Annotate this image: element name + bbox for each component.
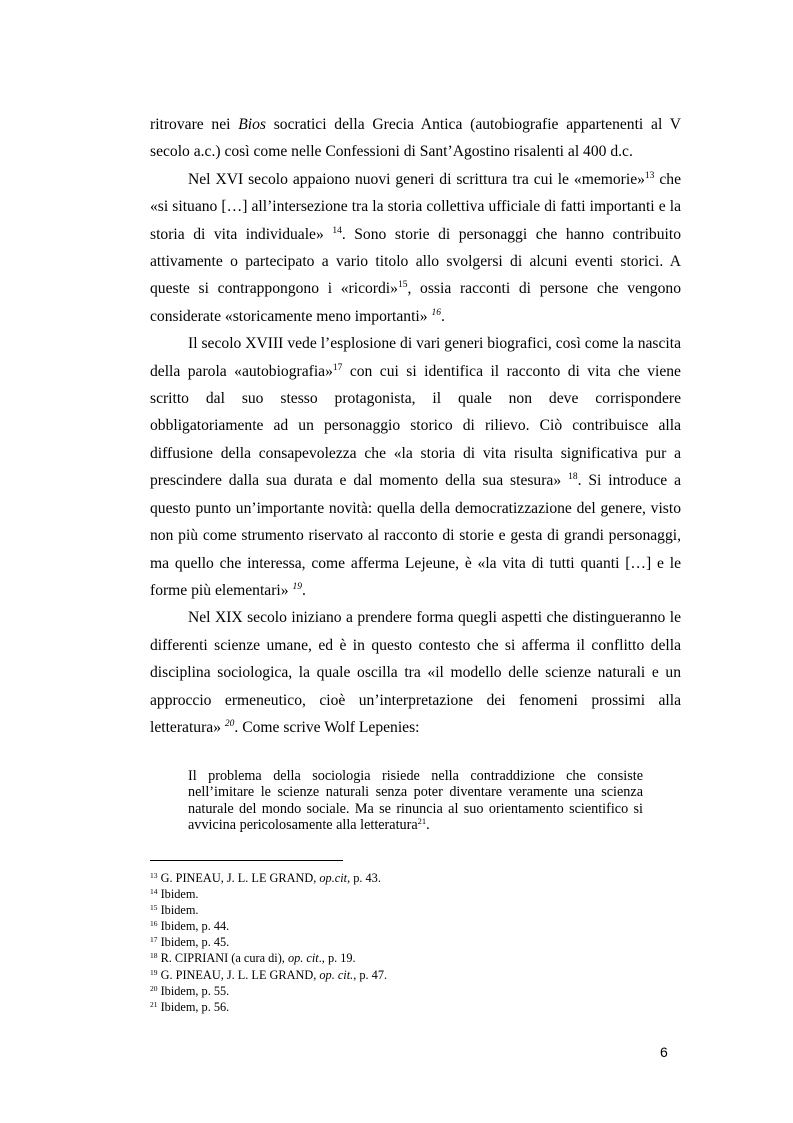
block-quote: Il problema della sociologia risiede nella contraddizione che consiste nell’imitare le scienze naturali senza poter diventare veramente una scienza naturale del mondo sociale. Ma se rinuncia al suo orientamento scientifico si avvicina pericolosamente alla letteratura$^{21}$. xyxy=(188,768,643,834)
footnote-ref: 13 xyxy=(644,170,655,181)
footnote: $^{14}$ Ibidem. xyxy=(150,887,199,902)
body-text xyxy=(150,111,681,741)
paragraph-4: Nel XIX secolo iniziano a prendere forma quegli aspetti che distingueranno le differenti scienze umane, ed è in questo contesto che si afferma il conflitto della disciplina sociologica, la quale oscilla tra «il modello delle scienze naturali e un approccio ermeneutico, cioè un’interpretazione dei fenomeni prossimi alla letteratura» $^{20}$. Come scrive Wolf Lepenies: xyxy=(150,609,681,736)
footnote: $^{19}$ G. PINEAU, J. L. LE GRAND, op. cit., p. 47. xyxy=(150,967,388,982)
page-number: 6 xyxy=(660,1044,668,1060)
paragraph-3: Il secolo XVIII vede l’esplosione di vari generi biografici, così come la nascita della parola «autobiografia»$^{17}$ con cui si identifica il racconto di vita che viene scritto dal suo stesso protagonista, il quale non deve corrispondere obbligatoriamente ad un personaggio storico di rilievo. Ciò contribuisce alla diffusione della consapevolezza che «la storia di vita risulta significativa pur a prescindere dalla sua durata e dal momento della sua stesura» $^{18}$. Si introduce a questo punto un’importante novità: quella della democratizzazione del genere, visto non più come strumento riservato al racconto di storie e gesta di grandi personaggi, ma quello che interessa, come afferma Lejeune, è «la vita di tutti quanti […] e le forme più elementari» $^{19}$. xyxy=(150,335,681,599)
footnote-ref: 17 xyxy=(332,362,343,373)
footnote-ref: 15 xyxy=(397,280,408,291)
footnote-ref: 20 xyxy=(224,718,235,729)
paragraph-1: ritrovare nei Bios socratici della Grecia Antica (autobiografie appartenenti al V secolo a.c.) così come nelle Confessioni di Sant’Agostino risalenti al 400 d.c. xyxy=(150,116,682,161)
footnote-ref: 19 xyxy=(292,581,302,592)
footnote: $^{13}$ G. PINEAU, J. L. LE GRAND, op.cit, p. 43. xyxy=(150,871,381,885)
footnote-ref: 18 xyxy=(568,472,578,483)
footnote-separator xyxy=(150,860,343,861)
footnote: $^{17}$ Ibidem, p. 45. xyxy=(150,935,230,950)
paragraph-2: Nel XVI secolo appaiono nuovi generi di scrittura tra cui le «memorie»$^{13}$ che «si situano […] all’intersezione tra la storia collettiva ufficiale di fatti importanti e la storia di vita individuale» $^{14}$. Sono storie di personaggi che hanno contribuito attivamente o partecipato a vario titolo allo svolgersi di alcuni eventi storici. A queste si contrappongono i «ricordi»$^{15}$, ossia racconti di persone che vengono considerate «storicamente meno importanti» $^{16}$. xyxy=(150,170,681,325)
footnote: $^{16}$ Ibidem, p. 44. xyxy=(150,919,230,934)
footnote: $^{15}$ Ibidem. xyxy=(150,903,199,918)
footnote: $^{20}$ Ibidem, p. 55. xyxy=(150,983,230,998)
footnote: $^{18}$ R. CIPRIANI (a cura di), op. cit., p. 19. xyxy=(150,951,356,966)
footnote-ref: 16 xyxy=(431,307,441,318)
footnote-ref: 21 xyxy=(417,816,427,827)
footnote-ref: 14 xyxy=(332,225,342,236)
footnotes xyxy=(150,870,681,1015)
footnote: $^{21}$ Ibidem, p. 56. xyxy=(150,999,230,1014)
